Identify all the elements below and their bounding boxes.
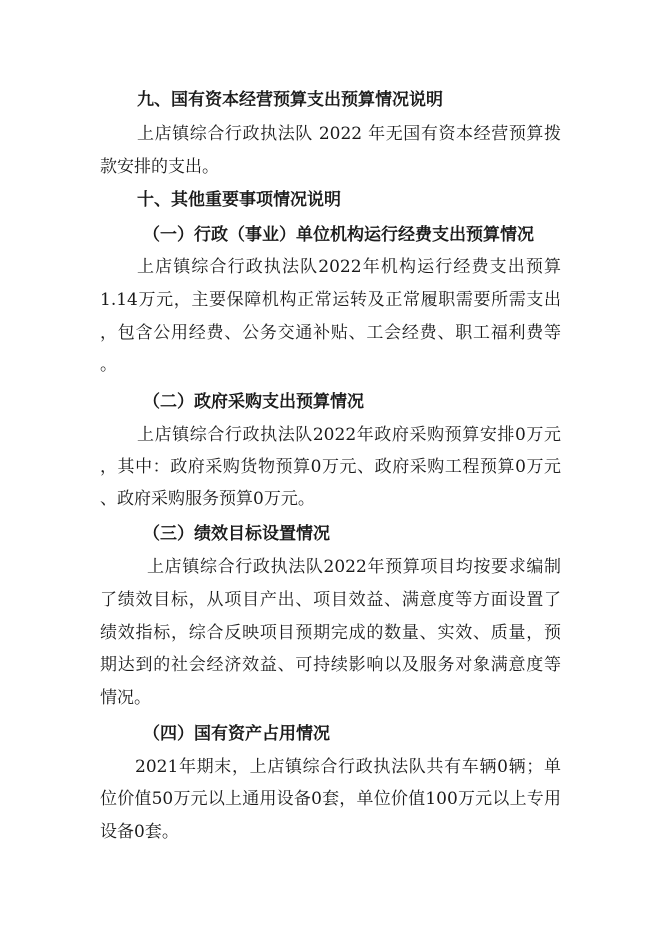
subsection-2-heading: （二）政府采购支出预算情况 <box>143 392 364 412</box>
paragraph-line: ，包含公用经费、公务交通补贴、工会经费、职工福利费等 <box>100 323 561 343</box>
subsection-1-heading: （一）行政（事业）单位机构运行经费支出预算情况 <box>143 225 534 245</box>
section-9-heading: 九、国有资本经营预算支出预算情况说明 <box>137 90 443 110</box>
paragraph-line: 款安排的支出。 <box>100 157 219 177</box>
paragraph-line: 上店镇综合行政执法队2022年机构运行经费支出预算 <box>137 257 561 277</box>
paragraph-line: 设备0套。 <box>100 822 179 842</box>
paragraph-line: 上店镇综合行政执法队2022年政府采购预算安排0万元 <box>137 425 561 445</box>
subsection-4-heading: （四）国有资产占用情况 <box>143 724 330 744</box>
paragraph-line: 2021年期末，上店镇综合行政执法队共有车辆0辆；单 <box>135 757 561 777</box>
paragraph-line: 位价值50万元以上通用设备0套，单位价值100万元以上专用 <box>100 789 561 809</box>
paragraph-line: 、政府采购服务预算0万元。 <box>100 489 315 509</box>
subsection-3-heading: （三）绩效目标设置情况 <box>143 524 330 544</box>
section-10-heading: 十、其他重要事项情况说明 <box>137 190 341 210</box>
paragraph-line: 了绩效目标，从项目产出、项目效益、满意度等方面设置了 <box>100 590 561 610</box>
paragraph-line: 绩效指标，综合反映项目预期完成的数量、实效、质量，预 <box>100 623 561 643</box>
paragraph-line: 上店镇综合行政执法队 2022 年无国有资本经营预算拨 <box>137 124 561 144</box>
paragraph-line: 1.14万元，主要保障机构正常运转及正常履职需要所需支出 <box>100 290 561 310</box>
paragraph-line: 。 <box>100 355 117 375</box>
paragraph-line: 上店镇综合行政执法队2022年预算项目均按要求编制 <box>147 557 561 577</box>
paragraph-line: 情况。 <box>100 688 151 708</box>
paragraph-line: ，其中：政府采购货物预算0万元、政府采购工程预算0万元 <box>100 457 561 477</box>
paragraph-line: 期达到的社会经济效益、可持续影响以及服务对象满意度等 <box>100 655 561 675</box>
